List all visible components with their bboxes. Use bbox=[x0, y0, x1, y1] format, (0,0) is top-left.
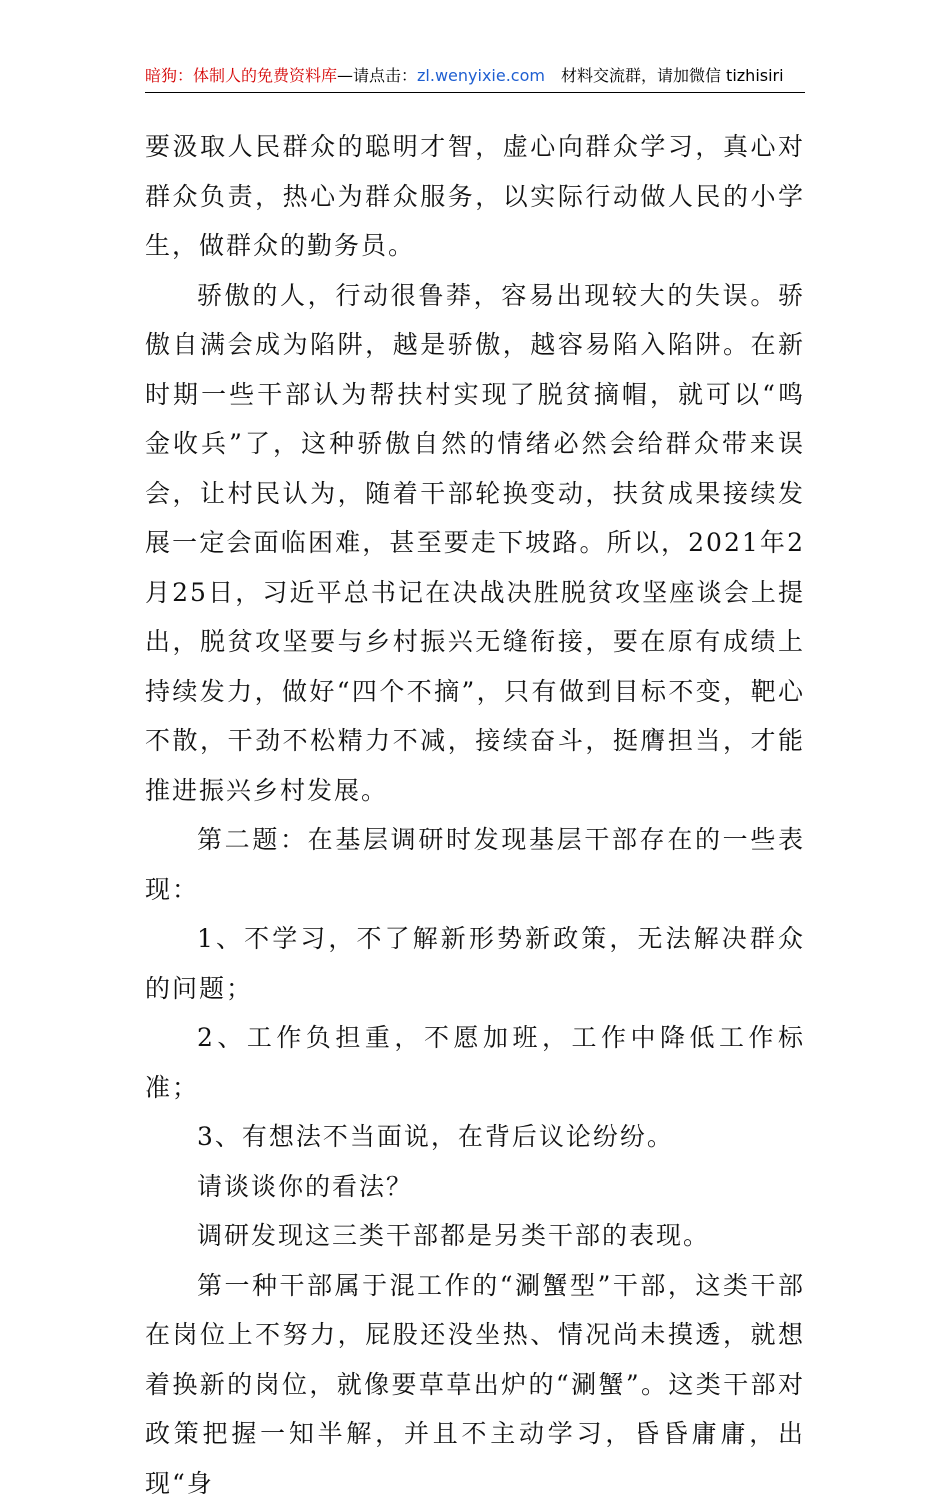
document-body bbox=[145, 122, 805, 1508]
paragraph: 要汲取人民群众的聪明才智，虚心向群众学习，真心对群众负责，热心为群众服务，以实际行动做人民的小学生，做群众的勤务员。 bbox=[145, 122, 805, 271]
list-item: 2、工作负担重，不愿加班，工作中降低工作标准； bbox=[145, 1013, 805, 1112]
header-prompt: —请点击： bbox=[337, 66, 417, 85]
header-link[interactable]: zl.wenyixie.com bbox=[417, 66, 545, 85]
page-header bbox=[145, 60, 805, 93]
question-heading: 第二题：在基层调研时发现基层干部存在的一些表现： bbox=[145, 815, 805, 914]
list-item: 1、不学习，不了解新形势新政策，无法解决群众的问题； bbox=[145, 914, 805, 1013]
header-contact: 材料交流群，请加微信 tizhisiri bbox=[561, 66, 784, 85]
paragraph: 调研发现这三类干部都是另类干部的表现。 bbox=[145, 1211, 805, 1261]
list-item: 3、有想法不当面说，在背后议论纷纷。 bbox=[145, 1112, 805, 1162]
question-prompt: 请谈谈你的看法？ bbox=[145, 1162, 805, 1212]
header-brand: 暗狗：体制人的免费资料库 bbox=[145, 66, 337, 85]
paragraph: 第一种干部属于混工作的“涮蟹型”干部，这类干部在岗位上不努力，屁股还没坐热、情况尚未摸透，就想着换新的岗位，就像要草草出炉的“涮蟹”。这类干部对政策把握一知半解，并且不主动学习，昏昏庸庸，出现“身 bbox=[145, 1261, 805, 1508]
paragraph: 骄傲的人，行动很鲁莽，容易出现较大的失误。骄傲自满会成为陷阱，越是骄傲，越容易陷入陷阱。在新时期一些干部认为帮扶村实现了脱贫摘帽，就可以“鸣金收兵”了，这种骄傲自然的情绪必然会给群众带来误会，让村民认为，随着干部轮换变动，扶贫成果接续发展一定会面临困难，甚至要走下坡路。所以，2021年2月25日，习近平总书记在决战决胜脱贫攻坚座谈会上提出，脱贫攻坚要与乡村振兴无缝衔接，要在原有成绩上持续发力，做好“四个不摘”，只有做到目标不变，靶心不散，干劲不松精力不减，接续奋斗，挺膺担当，才能推进振兴乡村发展。 bbox=[145, 271, 805, 816]
